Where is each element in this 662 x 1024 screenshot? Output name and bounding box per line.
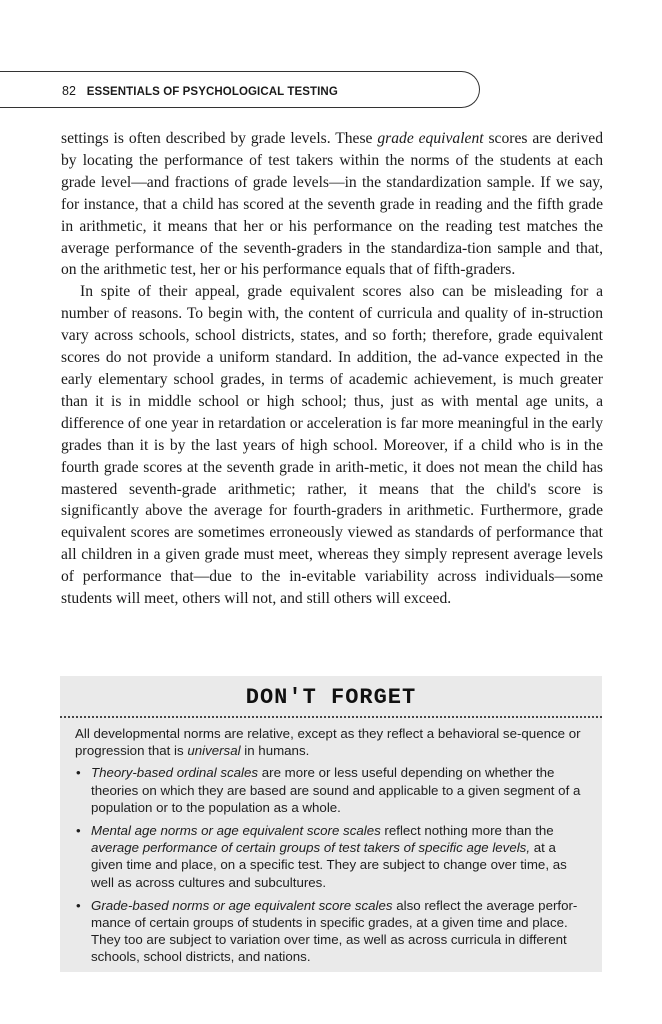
list-item (75, 897, 590, 966)
bullet-3-text: also reflect the average perfor-mance of certain groups of students in specific grades, at a given time and place. They too are subject to variation over time, as well as across curricula in different schools, school districts, and nations. (91, 897, 578, 965)
page-number: 82 (62, 84, 77, 98)
bullet-icon: • (76, 897, 81, 913)
box-intro (75, 725, 590, 759)
box-intro-text-a: All developmental norms are relative, except as they reflect a behavioral se-quence or progression that is (75, 726, 581, 759)
list-item (75, 764, 590, 816)
paragraph-1-emphasis: grade equivalent (377, 130, 484, 147)
box-divider (60, 716, 602, 718)
bullet-2-emphasis-1: Mental age norms or age equivalent score scales (91, 823, 381, 839)
running-header (62, 84, 338, 98)
paragraph-1-text-a: settings is often described by grade levels. These (61, 130, 378, 147)
bullet-2-emphasis-2: average performance of certain groups of test takers of specific age levels, (91, 840, 531, 856)
bullet-icon: • (76, 765, 81, 781)
body-text (61, 128, 603, 610)
dont-forget-box (60, 676, 602, 972)
bullet-icon: • (76, 823, 81, 839)
box-intro-emphasis: universal (187, 743, 241, 759)
paragraph-2: In spite of their appeal, grade equivalent scores also can be misleading for a number of reasons. To begin with, the content of curricula and quality of in-struction vary across schools, school districts, states, and so forth; therefore, grade equivalent scores do not provide a uniform standard. In addition, the ad-vance expected in the early elementary school grades, in terms of academic achievement, is much greater than it is in middle school or high school; thus, just as with mental age units, a difference of one year in retardation or acceleration is far more meaningful in the early grades than it is by the last years of high school. Moreover, if a child who is in the fourth grade scores at the seventh grade in arith-metic, it does not mean the child has mastered seventh-grade arithmetic; rather, it means that the child's score is significantly above the average for fourth-graders in arithmetic. Furthermore, grade equivalent scores are sometimes erroneously viewed as standards of performance that all children in a given grade must meet, whereas they simply represent average levels of performance that—due to the in-evitable variability across individuals—some students will meet, others will not, and still others will exceed. (61, 283, 603, 608)
paragraph-1 (61, 128, 603, 281)
bullet-1-emphasis: Theory-based ordinal scales (91, 765, 259, 781)
box-title: DON'T FORGET (245, 685, 417, 710)
bullet-1-text: are more or less useful depending on whether the theories on which they are based are sound and applicable to a given segment of a population or to the population as a whole. (91, 765, 581, 815)
paragraph-1-text-b: scores are derived by locating the performance of test takers within the norms of the students at each grade level—and fractions of grade levels—in the standardization sample. If we say, for instance, that a child has scored at the seventh grade in reading and the fifth grade in arithmetic, it means that her or his performance on the reading test matches the average performance of the seventh-graders in the standardiza-tion sample and that, on the arithmetic test, her or his performance equals that of fifth-graders. (61, 130, 603, 279)
box-content (75, 725, 590, 972)
bullet-2-text: at a given time and place, on a specific test. They are subject to change over time, as well as across cultures and subcultures. (91, 840, 567, 890)
bullet-3-emphasis: Grade-based norms or age equivalent score scales (91, 897, 393, 913)
list-item (75, 822, 590, 891)
bullet-2-text-mid: reflect nothing more than the (380, 823, 554, 839)
box-intro-text-b: in humans. (240, 743, 310, 759)
running-title: ESSENTIALS OF PSYCHOLOGICAL TESTING (86, 86, 338, 98)
box-bullet-list (75, 764, 590, 965)
